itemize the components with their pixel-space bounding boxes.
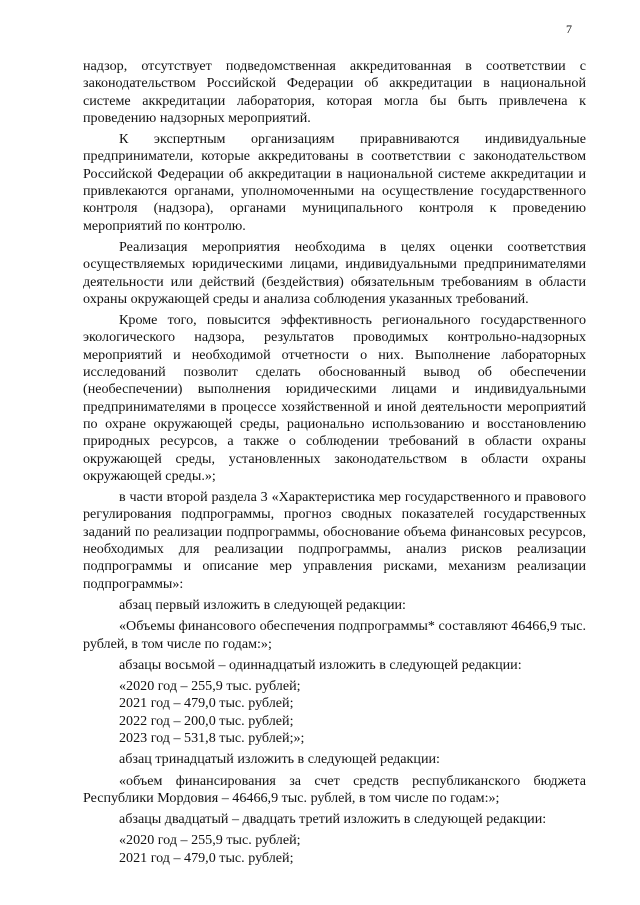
document-body xyxy=(83,58,586,867)
paragraph: К экспертным организациям приравниваются индивидуальные предприниматели, которые аккредитованы в соответствии с законодательством Российской Федерации об аккредитации в национальной системе аккредитации и привлекаются органами, уполномоченными на осуществление государственного контроля (надзора), органами муниципального контроля к проведению мероприятий по контролю. xyxy=(83,131,586,234)
list-item: «2020 год – 255,9 тыс. рублей; xyxy=(119,678,301,695)
paragraph: «объем финансирования за счет средств республиканского бюджета Республики Мордовия – 46466,9 тыс. рублей, в том числе по годам:»; xyxy=(83,772,586,806)
list-item: 2023 год – 531,8 тыс. рублей;»; xyxy=(119,729,305,746)
list-item: 2022 год – 200,0 тыс. рублей; xyxy=(119,712,294,729)
list-item: «2020 год – 255,9 тыс. рублей; xyxy=(119,832,301,849)
paragraph: Реализация мероприятия необходима в целях оценки соответствия осуществляемых юридическими лицами, индивидуальными предпринимателями деятельности или действий (бездействия) обязательным требованиям в области охраны окружающей среды и анализа соблюдения указанных требований. xyxy=(83,238,586,307)
page-number: 7 xyxy=(566,22,572,36)
paragraph: «Объемы финансового обеспечения подпрограммы* составляют 46466,9 тыс. рублей, в том числе по годам:»; xyxy=(83,618,586,652)
paragraph: абзац первый изложить в следующей редакции: xyxy=(119,596,406,613)
paragraph: Кроме того, повысится эффективность регионального государственного экологического надзора, результатов проводимых контрольно-надзорных мероприятий и необходимой отчетности о них. Выполнение лабораторных исследований позволит сделать обоснованный вывод об обеспечении (необеспечении) выполнения юридическими лицами и индивидуальными предпринимателями в процессе хозяйственной и иной деятельности мероприятий по охране окружающей среды, рационально использованию и восстановлению природных ресурсов, а также о соблюдении требований в области охраны окружающей среды, установленных законодательством в области охраны окружающей среды.»; xyxy=(83,312,586,484)
paragraph: надзор, отсутствует подведомственная аккредитованная в соответствии с законодательством Российской Федерации об аккредитации в национальной системе аккредитации лаборатория, которая могла бы быть привлечена к проведению надзорных мероприятий. xyxy=(83,58,586,126)
paragraph: абзац тринадцатый изложить в следующей редакции: xyxy=(119,751,440,768)
list-item: 2021 год – 479,0 тыс. рублей; xyxy=(119,695,294,712)
paragraph: абзацы восьмой – одиннадцатый изложить в следующей редакции: xyxy=(119,656,522,673)
list-item: 2021 год – 479,0 тыс. рублей; xyxy=(119,849,294,866)
paragraph: в части второй раздела 3 «Характеристика мер государственного и правового регулирования подпрограммы, прогноз сводных показателей государственных заданий по реализации подпрограммы, обоснование объема финансовых ресурсов, необходимых для реализации подпрограммы, анализ рисков реализации подпрограммы и описание мер управления рисками, механизм реализации подпрограммы»: xyxy=(83,489,586,592)
paragraph: абзацы двадцатый – двадцать третий изложить в следующей редакции: xyxy=(119,811,547,828)
